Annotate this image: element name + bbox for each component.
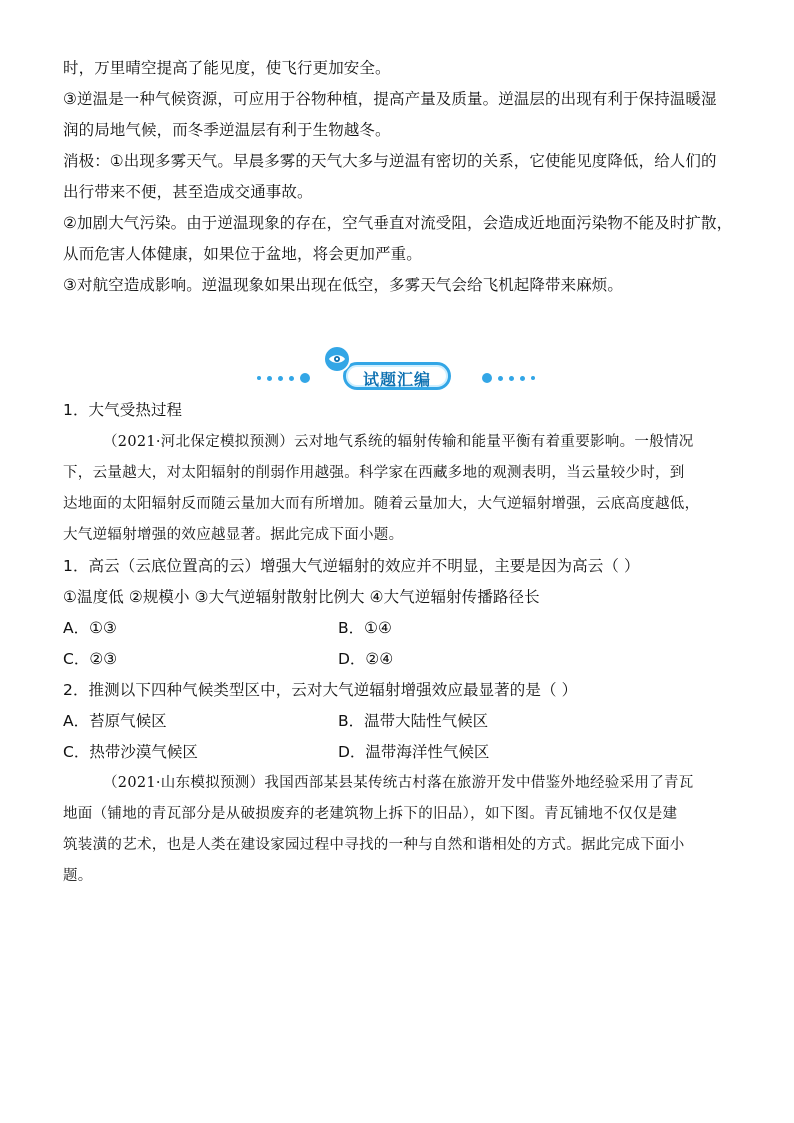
question-stem: 2．推测以下四种气候类型区中，云对大气逆辐射增强效应最显著的是（ ） <box>63 681 578 699</box>
dot-icon <box>267 376 272 381</box>
dot-icon <box>278 376 283 381</box>
dot-icon <box>509 376 514 381</box>
dot-icon <box>300 373 310 383</box>
banner-title-box <box>343 362 451 390</box>
dot-icon <box>289 376 294 381</box>
option-c[interactable]: C．②③ <box>63 650 118 668</box>
eye-icon <box>323 345 351 373</box>
material-line: 大气逆辐射增强的效应越显著。据此完成下面小题。 <box>63 527 404 543</box>
option-d[interactable]: D．温带海洋性气候区 <box>338 743 490 761</box>
paragraph-line: ③对航空造成影响。逆温现象如果出现在低空，多雾天气会给飞机起降带来麻烦。 <box>63 276 623 294</box>
section-heading: 1．大气受热过程 <box>63 401 183 419</box>
option-b[interactable]: B．①④ <box>338 619 392 637</box>
banner-dots-right <box>482 373 535 383</box>
material-line: 地面（铺地的青瓦部分是从破损废弃的老建筑物上拆下的旧品），如下图。青瓦铺地不仅仅是建 <box>63 806 678 822</box>
paragraph-line: 出行带来不便，甚至造成交通事故。 <box>63 183 313 201</box>
section-banner <box>250 344 540 394</box>
eye-icon-svg <box>328 353 346 365</box>
banner-title: 试题汇编 <box>362 370 431 389</box>
dot-icon <box>482 373 492 383</box>
dot-icon <box>257 376 261 380</box>
material-line: 达地面的太阳辐射反而随云量加大而有所增加。随着云量加大，大气逆辐射增强，云底高度越低， <box>63 496 700 512</box>
option-b[interactable]: B．温带大陆性气候区 <box>338 712 489 730</box>
material-line: 筑装潢的艺术，也是人类在建设家园过程中寻找的一种与自然和谐相处的方式。据此完成下面小 <box>63 837 685 853</box>
dot-icon <box>520 376 525 381</box>
banner-dots-left <box>257 373 310 383</box>
question-stem: 1．高云（云底位置高的云）增强大气逆辐射的效应并不明显，主要是因为高云（ ） <box>63 557 640 575</box>
paragraph-line: 时，万里晴空提高了能见度，使飞行更加安全。 <box>63 59 391 77</box>
question-items: ①温度低 ②规模小 ③大气逆辐射散射比例大 ④大气逆辐射传播路径长 <box>63 588 540 606</box>
paragraph-line: ③逆温是一种气候资源，可应用于谷物种植，提高产量及质量。逆温层的出现有利于保持温暖湿 <box>63 90 717 108</box>
material-line: 下，云量越大，对太阳辐射的削弱作用越强。科学家在西藏多地的观测表明，当云量较少时，到 <box>63 465 685 481</box>
option-a[interactable]: A．①③ <box>63 619 117 637</box>
material-line: 题。 <box>63 868 93 884</box>
paragraph-line: 从而危害人体健康，如果位于盆地，将会更加严重。 <box>63 245 422 263</box>
paragraph-line: 消极：①出现多雾天气。早晨多雾的天气大多与逆温有密切的关系，它使能见度降低，给人们的 <box>63 152 717 170</box>
paragraph-line: ②加剧大气污染。由于逆温现象的存在，空气垂直对流受阻，会造成近地面污染物不能及时扩散， <box>63 214 733 232</box>
dot-icon <box>531 376 535 380</box>
material-line: （2021·山东模拟预测）我国西部某县某传统古村落在旅游开发中借鉴外地经验采用了青瓦 <box>103 775 694 791</box>
dot-icon <box>498 376 503 381</box>
option-a[interactable]: A．苔原气候区 <box>63 712 167 730</box>
paragraph-line: 润的局地气候，而冬季逆温层有利于生物越冬。 <box>63 121 391 139</box>
material-line: （2021·河北保定模拟预测）云对地气系统的辐射传输和能量平衡有着重要影响。一般情况 <box>103 434 694 450</box>
option-d[interactable]: D．②④ <box>338 650 394 668</box>
option-c[interactable]: C．热带沙漠气候区 <box>63 743 198 761</box>
